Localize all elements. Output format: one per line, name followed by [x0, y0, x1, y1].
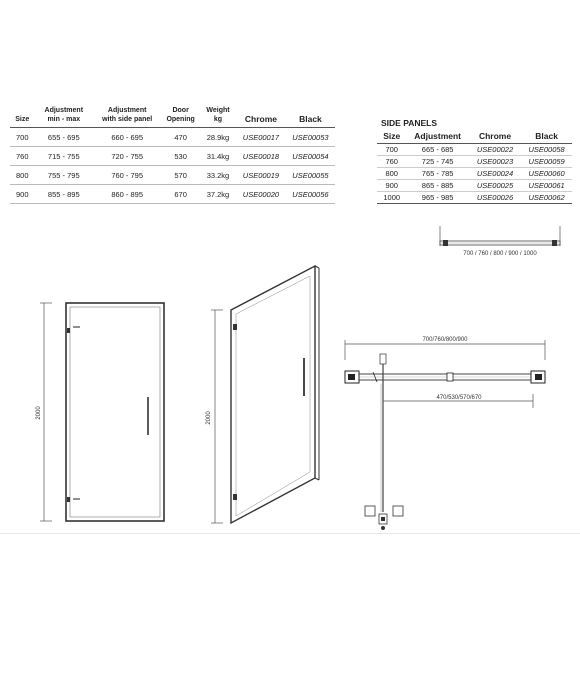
- cell-door-opening: 530: [161, 147, 200, 166]
- cell-adjustment: 655 - 695: [35, 128, 93, 147]
- plan-view-drawing: [335, 330, 555, 535]
- cell-chrome-code: USE00024: [469, 168, 521, 180]
- cell-adjustment: 715 - 755: [35, 147, 93, 166]
- side-panel-width-label: 700 / 760 / 800 / 900 / 1000: [463, 251, 537, 257]
- cell-weight: 31.4kg: [200, 147, 236, 166]
- side-panels-table: [377, 118, 572, 204]
- col-adjustment: Adjustment: [406, 129, 468, 144]
- cell-door-opening: 570: [161, 166, 200, 185]
- cell-black-code: USE00054: [286, 147, 335, 166]
- cell-size: 760: [10, 147, 35, 166]
- col-weight: Weight kg: [200, 106, 236, 128]
- cell-door-opening: 670: [161, 185, 200, 204]
- cell-size: 760: [377, 156, 406, 168]
- cell-side-panel: 760 - 795: [93, 166, 161, 185]
- cell-adjustment: 755 - 795: [35, 166, 93, 185]
- col-chrome: Chrome: [469, 129, 521, 144]
- table-row: [377, 168, 572, 180]
- cell-side-panel: 860 - 895: [93, 185, 161, 204]
- col-size: Size: [10, 106, 35, 128]
- cell-size: 900: [377, 180, 406, 192]
- cell-size: 700: [10, 128, 35, 147]
- table-row: [10, 166, 335, 185]
- door-size-table: [10, 106, 335, 204]
- side-panel-top-view-drawing: [436, 224, 566, 260]
- table-row: [10, 185, 335, 204]
- cell-size: 1000: [377, 192, 406, 204]
- cell-black-code: USE00056: [286, 185, 335, 204]
- col-size: Size: [377, 129, 406, 144]
- table-row: [10, 147, 335, 166]
- cell-weight: 33.2kg: [200, 166, 236, 185]
- angled-height-label: 2000: [206, 411, 212, 425]
- cell-door-opening: 470: [161, 128, 200, 147]
- cell-black-code: USE00061: [521, 180, 572, 192]
- table-row: [377, 144, 572, 156]
- page-divider: [0, 533, 580, 534]
- cell-chrome-code: USE00017: [236, 128, 286, 147]
- cell-size: 800: [377, 168, 406, 180]
- cell-side-panel: 720 - 755: [93, 147, 161, 166]
- cell-chrome-code: USE00018: [236, 147, 286, 166]
- cell-adjustment: 865 - 885: [406, 180, 468, 192]
- cell-adjustment: 965 - 985: [406, 192, 468, 204]
- cell-black-code: USE00059: [521, 156, 572, 168]
- cell-chrome-code: USE00025: [469, 180, 521, 192]
- cell-chrome-code: USE00023: [469, 156, 521, 168]
- table-row: [377, 192, 572, 204]
- cell-black-code: USE00053: [286, 128, 335, 147]
- table-row: [377, 156, 572, 168]
- table-row: [10, 128, 335, 147]
- cell-size: 800: [10, 166, 35, 185]
- col-door-opening: Door Opening: [161, 106, 200, 128]
- col-side-panel-adjustment: Adjustment with side panel: [93, 106, 161, 128]
- cell-weight: 28.9kg: [200, 128, 236, 147]
- col-chrome: Chrome: [236, 106, 286, 128]
- side-panels-header: [377, 129, 572, 144]
- cell-chrome-code: USE00022: [469, 144, 521, 156]
- col-black: Black: [521, 129, 572, 144]
- front-elevation-drawing: [30, 295, 170, 530]
- cell-adjustment: 665 - 685: [406, 144, 468, 156]
- cell-adjustment: 855 - 895: [35, 185, 93, 204]
- cell-chrome-code: USE00019: [236, 166, 286, 185]
- open-door-perspective-drawing: [195, 258, 325, 533]
- cell-adjustment: 765 - 785: [406, 168, 468, 180]
- cell-chrome-code: USE00026: [469, 192, 521, 204]
- cell-weight: 37.2kg: [200, 185, 236, 204]
- cell-black-code: USE00060: [521, 168, 572, 180]
- table-row: [377, 180, 572, 192]
- plan-width-label: 700/760/800/900: [422, 337, 468, 343]
- door-size-table-header: [10, 106, 335, 128]
- plan-opening-label: 470/530/570/670: [436, 395, 482, 401]
- side-panels-title: SIDE PANELS: [381, 118, 438, 128]
- col-black: Black: [286, 106, 335, 128]
- cell-size: 900: [10, 185, 35, 204]
- front-height-label: 2000: [36, 406, 42, 420]
- cell-black-code: USE00055: [286, 166, 335, 185]
- cell-adjustment: 725 - 745: [406, 156, 468, 168]
- col-adjustment: Adjustment min - max: [35, 106, 93, 128]
- cell-black-code: USE00062: [521, 192, 572, 204]
- cell-black-code: USE00058: [521, 144, 572, 156]
- cell-size: 700: [377, 144, 406, 156]
- cell-side-panel: 660 - 695: [93, 128, 161, 147]
- cell-chrome-code: USE00020: [236, 185, 286, 204]
